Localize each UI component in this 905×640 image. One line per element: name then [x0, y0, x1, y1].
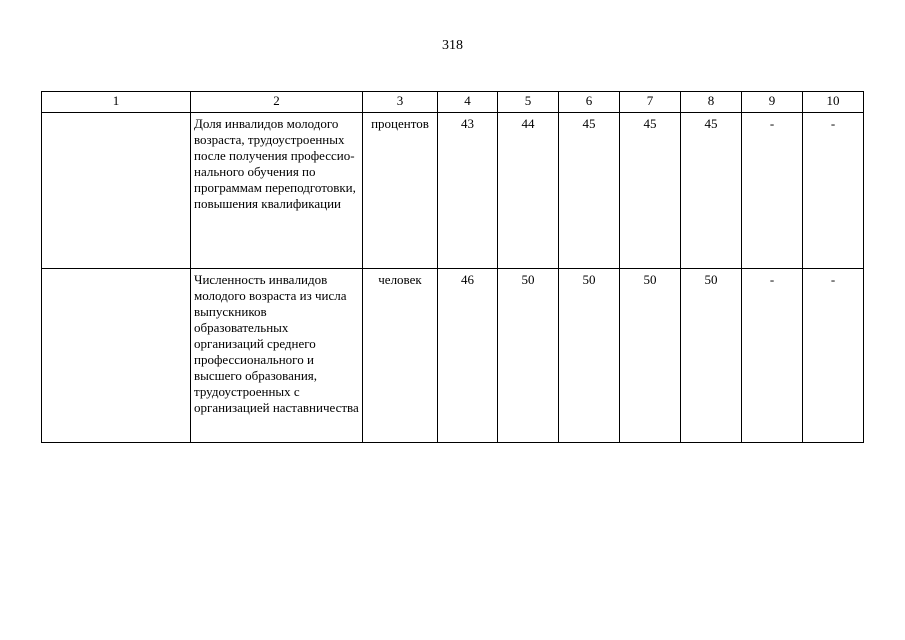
row-number-cell	[42, 113, 191, 269]
value-cell: 50	[498, 269, 559, 443]
value-cell: 45	[559, 113, 620, 269]
indicator-name-cell: Численность инвалидов молодого возраста из числа выпускников образовательных организаций среднего профессионального и высшего образования, трудоустроенных с организацией наставничества	[191, 269, 363, 443]
value-cell: 45	[620, 113, 681, 269]
column-header-1: 1	[42, 92, 191, 113]
column-header-5: 5	[498, 92, 559, 113]
value-cell: 50	[620, 269, 681, 443]
column-header-4: 4	[438, 92, 498, 113]
column-header-7: 7	[620, 92, 681, 113]
value-cell: -	[742, 269, 803, 443]
unit-cell: процентов	[363, 113, 438, 269]
unit-cell: человек	[363, 269, 438, 443]
value-cell: -	[803, 269, 864, 443]
column-header-9: 9	[742, 92, 803, 113]
value-cell: 50	[681, 269, 742, 443]
column-header-3: 3	[363, 92, 438, 113]
value-cell: 43	[438, 113, 498, 269]
page-number: 318	[442, 38, 463, 53]
row-number-cell	[42, 269, 191, 443]
column-header-2: 2	[191, 92, 363, 113]
table-header-row	[42, 92, 864, 113]
value-cell: 50	[559, 269, 620, 443]
table-row	[42, 113, 864, 269]
value-cell: -	[803, 113, 864, 269]
column-header-6: 6	[559, 92, 620, 113]
table-row	[42, 269, 864, 443]
column-header-10: 10	[803, 92, 864, 113]
indicators-table	[41, 91, 864, 443]
value-cell: 44	[498, 113, 559, 269]
indicator-name-cell: Доля инвалидов молодого возраста, трудоустроенных после получения профессио-нального обучения по программам переподготовки, повышения квалификации	[191, 113, 363, 269]
value-cell: -	[742, 113, 803, 269]
value-cell: 45	[681, 113, 742, 269]
value-cell: 46	[438, 269, 498, 443]
column-header-8: 8	[681, 92, 742, 113]
